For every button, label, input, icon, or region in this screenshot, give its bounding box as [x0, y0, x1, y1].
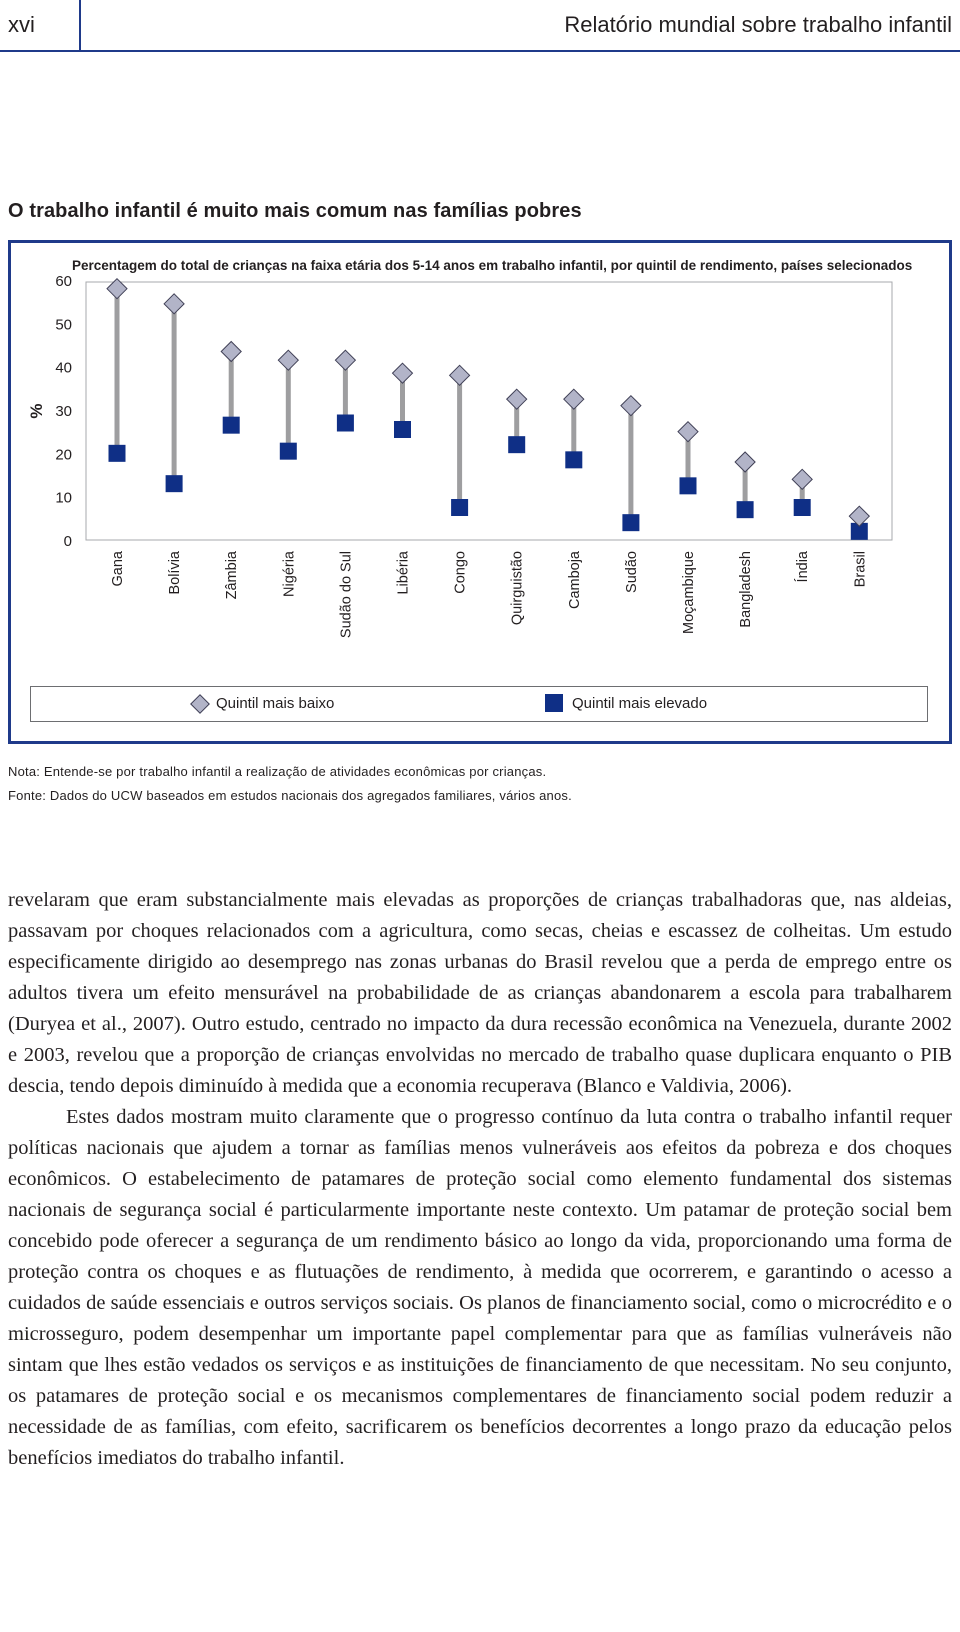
- diamond-marker-icon: [190, 694, 210, 714]
- low-quintile-marker: [621, 396, 641, 416]
- x-tick-label: Sudão: [623, 551, 640, 593]
- x-tick-label: Nigéria: [281, 551, 298, 597]
- legend-label-low: Quintil mais baixo: [216, 695, 335, 712]
- low-quintile-marker: [792, 469, 812, 489]
- low-quintile-marker: [450, 365, 470, 385]
- low-quintile-marker: [393, 363, 413, 383]
- high-quintile-marker: [737, 501, 754, 518]
- body-paragraph: Estes dados mostram muito claramente que o progresso contínuo da luta contra o trabalho infantil requer políticas nacionais que ajudem a tornar as famílias menos vulneráveis aos efeitos da pobreza e dos choques econômicos. O estabelecimento de patamares de proteção social como elemento fundamental dos sistemas nacionais de segurança social é particularmente importante neste contexto. Um patamar de proteção social bem concebido pode oferecer a segurança de um rendimento básico ao longo da vida, proporcionando uma forma de proteção contra os choques e as flutuações de rendimento, à medida que ocorrerem, e garantindo o acesso a cuidados de saúde essenciais e outros serviços sociais. Os planos de financiamento social, como o microcrédito e o microsseguro, podem desempenhar um importante papel complementar para que as famílias vulneráveis não sintam que lhes estão vedados os serviços e as instituições de financiamento de que necessitam. No seu conjunto, os patamares de proteção social e os mecanismos complementares de financiamento social podem reduzir a necessidade de as famílias, com efeito, sacrificarem os benefícios decorrentes a longo prazo da educação pelos benefícios imediatos do trabalho infantil.: [8, 1106, 952, 1469]
- legend-label-high: Quintil mais elevado: [572, 695, 708, 712]
- figure-source: Fonte: Dados do UCW baseados em estudos nacionais dos agregados familiares, vários anos.: [8, 788, 572, 803]
- x-tick-label: Gana: [110, 551, 126, 587]
- high-quintile-marker: [337, 415, 354, 432]
- x-tick-label: Brasil: [852, 551, 869, 588]
- chart-subtitle: Percentagem do total de crianças na faixa etária dos 5-14 anos em trabalho infantil, por quintil de rendimento, países selecionados: [72, 258, 913, 273]
- figure-title: O trabalho infantil é muito mais comum nas famílias pobres: [8, 200, 582, 222]
- high-quintile-marker: [109, 445, 126, 462]
- y-tick-label: 50: [55, 316, 72, 334]
- low-quintile-marker: [164, 294, 184, 314]
- low-quintile-marker: [221, 342, 241, 362]
- x-tick-label: Bangladesh: [738, 551, 755, 628]
- x-tick-label: Moçambique: [681, 551, 697, 635]
- low-quintile-marker: [678, 422, 698, 442]
- high-quintile-marker: [680, 477, 697, 494]
- y-tick-label: 30: [55, 403, 72, 420]
- x-tick-label: Sudão do Sul: [338, 551, 355, 639]
- high-quintile-marker: [508, 436, 525, 453]
- x-tick-label: Quirguistão: [509, 551, 526, 626]
- x-tick-label: Libéria: [395, 551, 412, 595]
- low-quintile-marker: [335, 350, 355, 370]
- x-tick-label: Congo: [452, 551, 469, 594]
- figure-note: Nota: Entende-se por trabalho infantil a realização de atividades econômicas por crianças.: [8, 764, 547, 779]
- chart-legend: [30, 686, 928, 722]
- running-title: Relatório mundial sobre trabalho infantil: [564, 12, 952, 37]
- plot-area: [86, 282, 892, 540]
- high-quintile-marker: [223, 417, 240, 434]
- y-tick-label: 40: [55, 359, 72, 377]
- low-quintile-marker: [735, 452, 755, 472]
- high-quintile-marker: [451, 499, 468, 516]
- square-marker-icon: [545, 694, 563, 712]
- high-quintile-marker: [280, 443, 297, 460]
- dot-range-chart: [0, 0, 960, 760]
- high-quintile-marker: [394, 421, 411, 438]
- y-tick-label: 10: [55, 489, 72, 507]
- high-quintile-marker: [565, 451, 582, 468]
- low-quintile-marker: [507, 389, 527, 409]
- x-tick-label: Índia: [795, 551, 812, 583]
- y-axis-label: %: [27, 403, 46, 419]
- y-tick-label: 60: [55, 273, 72, 290]
- x-tick-label: Camboja: [566, 551, 583, 610]
- low-quintile-marker: [278, 350, 298, 370]
- body-text: [8, 885, 952, 1474]
- body-paragraph: revelaram que eram substancialmente mais elevadas as proporções de crianças trabalhadoras que, nas aldeias, passavam por choques relacionados com a agricultura, como secas, cheias e escassez de colheitas. Um estudo especificamente dirigido ao desemprego nas zonas urbanas do Brasil revelou que a perda de emprego entre os adultos tivera um efeito mensurável na probabilidade de as crianças abandonarem a escola para trabalharem (Duryea et al., 2007). Outro estudo, centrado no impacto da dura recessão econômica na Venezuela, durante 2002 e 2003, revelou que a proporção de crianças envolvidas no mercado de trabalho quase duplicara enquanto o PIB descia, tendo depois diminuído à medida que a economia recuperava (Blanco e Valdivia, 2006).: [8, 889, 952, 1097]
- figure-notes: [8, 760, 572, 808]
- page-number: xvi: [8, 12, 35, 37]
- y-tick-label: 0: [63, 533, 72, 550]
- y-tick-label: 20: [55, 446, 72, 464]
- x-tick-label: Zâmbia: [224, 551, 241, 600]
- high-quintile-marker: [622, 514, 639, 531]
- low-quintile-marker: [564, 389, 584, 409]
- x-tick-label: Bolívia: [167, 551, 184, 595]
- high-quintile-marker: [794, 499, 811, 516]
- high-quintile-marker: [166, 475, 183, 492]
